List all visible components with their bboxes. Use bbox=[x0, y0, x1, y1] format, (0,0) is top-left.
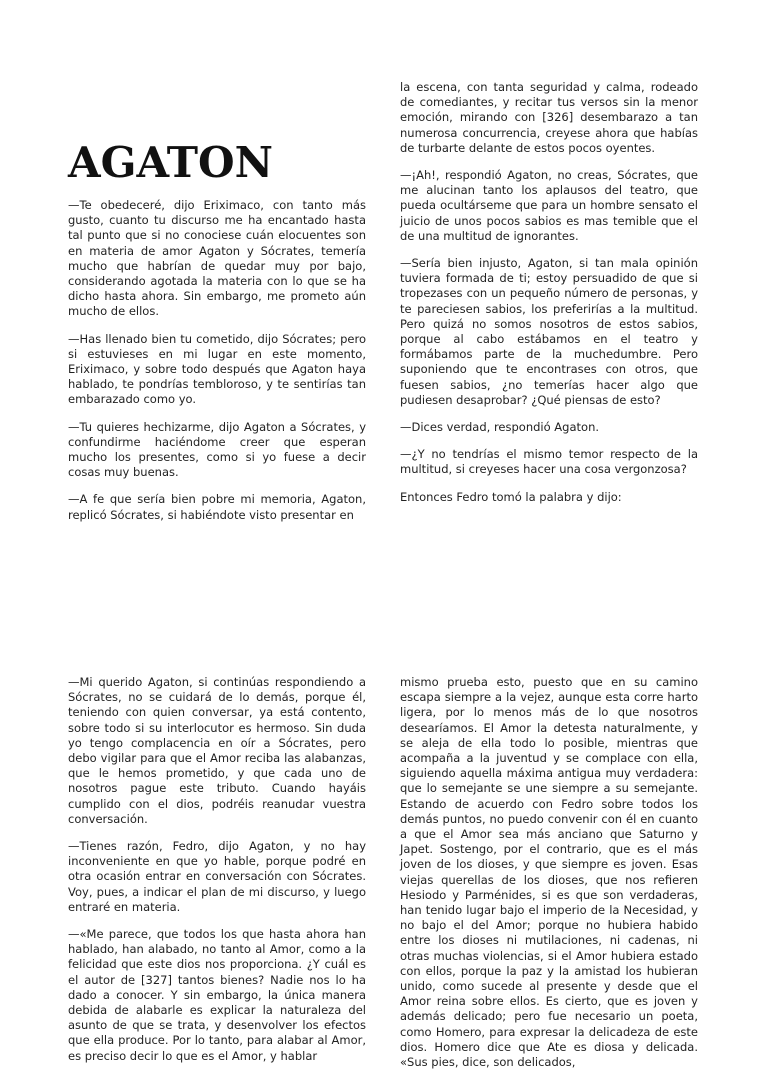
top-left-column bbox=[68, 198, 366, 535]
paragraph: —¿Y no tendrías el mismo temor respecto de la multitud, si creyeses hacer una cosa vergonzosa? bbox=[400, 447, 698, 477]
paragraph: la escena, con tanta seguridad y calma, rodeado de comediantes, y recitar tus versos sin la menor emoción, mirando con [326] desembarazo a tan numerosa concurrencia, creyese ahora que habías de turbarte delante de estos pocos oyentes. bbox=[400, 80, 698, 155]
paragraph: —Dices verdad, respondió Agaton. bbox=[400, 420, 600, 435]
paragraph: —«Me parece, que todos los que hasta ahora han hablado, han alabado, no tanto al Amor, como a la felicidad que este dios nos proporciona. ¿Y cuál es el autor de [327] tantos bienes? Nadie nos lo ha dado a conocer. Y sin embargo, la única manera debida de alabarle es explicar la naturaleza del asunto de que se trata, y desenvolver los efectos que ella produce. Por lo tanto, para alabar al Amor, es preciso decir lo que es el Amor, y hablar bbox=[68, 927, 366, 1063]
bottom-left-column bbox=[68, 675, 366, 1076]
top-right-column bbox=[400, 80, 698, 517]
paragraph: Entonces Fedro tomó la palabra y dijo: bbox=[400, 489, 622, 504]
paragraph: —Mi querido Agaton, si continúas respondiendo a Sócrates, no se cuidará de lo demás, porque él, teniendo con quien conversar, ya está contento, sobre todo si su interlocutor es hermoso. Sin duda yo tengo complacencia en oír a Sócrates, pero debo vigilar para que el Amor reciba las alabanzas, que le hemos prometido, y que cada uno de nosotros pague este tributo. Cuando hayáis cumplido con el dios, podréis reanudar vuestra conversación. bbox=[68, 675, 366, 826]
paragraph: —Has llenado bien tu cometido, dijo Sócrates; pero si estuvieses en mi lugar en este momento, Eriximaco, y sobre todo después que Agaton haya hablado, te pondrías tembloroso, y te sentirías tan embarazado como yo. bbox=[68, 331, 366, 407]
paragraph: —Te obedeceré, dijo Eriximaco, con tanto más gusto, cuanto tu discurso me ha encantado hasta tal punto que si no conociese cuán elocuentes son en materia de amor Agaton y Sócrates, temería mucho que habrían de quedar muy por bajo, considerando agotada la materia con lo que se ha dicho hasta ahora. Sin embargo, me prometo aún mucho de ellos. bbox=[68, 198, 366, 319]
paragraph: —A fe que sería bien pobre mi memoria, Agaton, replicó Sócrates, si habiéndote visto presentar en bbox=[68, 492, 366, 522]
paragraph: —Sería bien injusto, Agaton, si tan mala opinión tuviera formada de ti; estoy persuadido de que si tropezases con un pequeño número de personas, y te pareciesen sabios, los preferirías a la multitud. Pero quizá no somos nosotros de estos sabios, porque al cabo estábamos en el teatro y formábamos parte de la muchedumbre. Pero suponiendo que te encontrases con otros, que fuesen sabios, ¿no temerías hacer algo que pudiesen desaprobar? ¿Qué piensas de esto? bbox=[400, 256, 698, 407]
bottom-right-column bbox=[400, 675, 698, 1082]
paragraph: —Tu quieres hechizarme, dijo Agaton a Sócrates, y confundirme haciéndome creer que esperan mucho los presentes, como si yo fuese a decir cosas muy buenas. bbox=[68, 419, 366, 480]
paragraph: mismo prueba esto, puesto que en su camino escapa siempre a la vejez, aunque esta corre harto ligera, por lo menos más de lo que nosotros desearíamos. El Amor la detesta naturalmente, y se aleja de ella todo lo posible, mientras que acompaña a la juventud y se complace con ella, siguiendo aquella máxima antigua muy verdadera: que lo semejante se une siempre a su semejante. Estando de acuerdo con Fedro sobre todos los demás puntos, no puedo convenir con él en cuanto a que el Amor sea más anciano que Saturno y Japet. Sostengo, por el contrario, que es el más joven de los dioses, y que siempre es joven. Esas viejas querellas de los dioses, que nos refieren Hesiodo y Parménides, si es que son verdaderas, han tenido lugar bajo el imperio de la Necesidad, y no bajo el del Amor; porque no hubiera habido entre los dioses ni mutilaciones, ni cadenas, ni otras muchas violencias, si el Amor hubiera estado con ellos, porque la paz y la amistad los hubieran unido, como sucede al presente y desde que el Amor reina sobre ellos. Es cierto, que es joven y además delicado; pero fue necesario un poeta, como Homero, para expresar la delicadeza de este dios. Homero dice que Ate es diosa y delicada. «Sus pies, dice, son delicados, bbox=[400, 675, 698, 1070]
chapter-title: AGATON bbox=[68, 138, 273, 187]
paragraph: —Tienes razón, Fedro, dijo Agaton, y no hay inconveniente en que yo hable, porque podré en otra ocasión entrar en conversación con Sócrates. Voy, pues, a indicar el plan de mi discurso, y luego entraré en materia. bbox=[68, 839, 366, 914]
paragraph: —¡Ah!, respondió Agaton, no creas, Sócrates, que me alucinan tanto los aplausos del teatro, que pueda ocultárseme que para un hombre sensato el juicio de unos pocos sabios es mas temible que el de una multitud de ignorantes. bbox=[400, 168, 698, 243]
